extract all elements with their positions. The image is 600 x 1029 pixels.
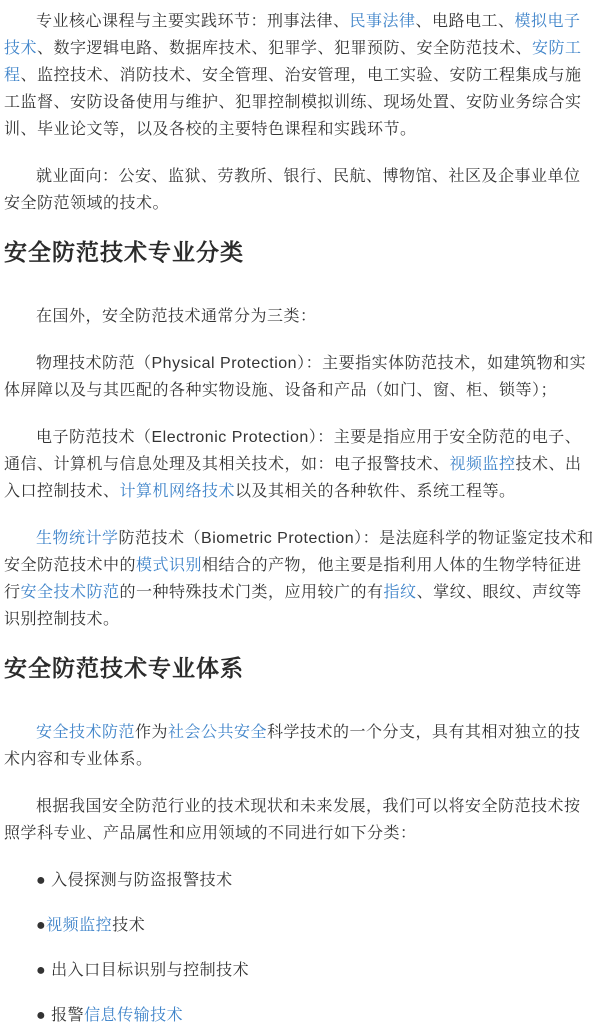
inline-link[interactable]: 指纹 xyxy=(383,584,417,601)
text-segment: 作为 xyxy=(135,724,169,741)
inline-link[interactable]: 信息传输技术 xyxy=(84,1007,184,1024)
list-item-alarm-transmission xyxy=(4,1002,595,1029)
text-segment: 科学技术的一个分支，具有其相对独立的技术内容和专业体系。 xyxy=(4,724,581,768)
text-segment: 、监控技术、消防技术、安全管理、治安管理，电工实验、安防工程集成与施工监督、安防设备使用与维护、犯罪控制模拟训练、现场处置、安防业务综合实训、毕业论文等，以及各校的主要特色课程和实践环节。 xyxy=(4,67,582,138)
paragraph-employment xyxy=(4,163,595,217)
text-segment: 技术、出入口控制技术、 xyxy=(4,456,582,500)
text-segment: 在国外，安全防范技术通常分为三类： xyxy=(36,308,317,325)
text-segment: 电子防范技术（Electronic Protection）：主要是指应用于安全防范的电子、通信、计算机与信息处理及其相关技术，如：电子报警技术、 xyxy=(4,429,582,473)
inline-link[interactable]: 安全技术防范 xyxy=(20,584,120,601)
inline-link[interactable]: 计算机网络技术 xyxy=(119,483,236,500)
text-segment: 根据我国安全防范行业的技术现状和未来发展，我们可以将安全防范技术按照学科专业、产品属性和应用领域的不同进行如下分类： xyxy=(4,798,581,842)
text-segment: ● xyxy=(36,917,47,934)
inline-link[interactable]: 安全技术防范 xyxy=(36,724,136,741)
text-segment: 专业核心课程与主要实践环节：刑事法律、 xyxy=(36,13,350,30)
paragraph-electronic-protection xyxy=(4,424,595,505)
section-heading-system: 安全防范技术专业体系 xyxy=(4,655,244,681)
text-segment: 、掌纹、眼纹、声纹等识别控制技术。 xyxy=(4,584,582,628)
text-segment: 、电路电工、 xyxy=(415,13,515,30)
text-segment: 相结合的产物，他主要是指利用人体的生物学特征进行 xyxy=(4,557,582,601)
text-segment: 就业面向：公安、监狱、劳教所、银行、民航、博物馆、社区及企事业单位安全防范领域的技术。 xyxy=(4,168,581,212)
inline-link[interactable]: 社会公共安全 xyxy=(168,724,268,741)
paragraph-core-courses xyxy=(4,8,595,143)
list-item-access-control xyxy=(4,957,595,984)
text-segment: 、数字逻辑电路、数据库技术、犯罪学、犯罪预防、安全防范技术、 xyxy=(37,40,533,57)
inline-link[interactable]: 视频监控 xyxy=(46,917,113,934)
technology-category-list xyxy=(4,867,595,1029)
list-item-video-surveillance xyxy=(4,912,595,939)
inline-link[interactable]: 模式识别 xyxy=(136,557,203,574)
text-segment: ● 入侵探测与防盗报警技术 xyxy=(36,872,233,889)
text-segment: 物理技术防范（Physical Protection）：主要指实体防范技术，如建筑物和实体屏障以及与其匹配的各种实物设施、设备和产品（如门、窗、柜、锁等）； xyxy=(4,355,587,399)
text-segment: ● 出入口目标识别与控制技术 xyxy=(36,962,250,979)
inline-link[interactable]: 模拟电子技术 xyxy=(4,13,581,57)
text-segment: 的一种特殊技术门类，应用较广的有 xyxy=(119,584,384,601)
text-segment: 技术 xyxy=(112,917,146,934)
paragraph-three-types-intro xyxy=(4,303,595,330)
inline-link[interactable]: 民事法律 xyxy=(349,13,416,30)
text-segment: 以及其相关的各种软件、系统工程等。 xyxy=(235,483,516,500)
inline-link[interactable]: 安防工程 xyxy=(4,40,582,84)
section-heading-classification: 安全防范技术专业分类 xyxy=(4,239,244,265)
inline-link[interactable]: 生物统计学 xyxy=(36,530,119,547)
article-page xyxy=(0,8,600,1024)
paragraph-category-intro xyxy=(4,793,595,847)
paragraph-physical-protection xyxy=(4,350,595,404)
text-segment: 防范技术（Biometric Protection）：是法庭科学的物证鉴定技术和安全防范技术中的 xyxy=(4,530,594,574)
inline-link[interactable]: 视频监控 xyxy=(449,456,516,473)
paragraph-branch-of-public-security xyxy=(4,719,595,773)
text-segment: ● 报警 xyxy=(36,1007,85,1024)
list-item-intrusion-detection xyxy=(4,867,595,894)
paragraph-biometric-protection xyxy=(4,525,595,633)
